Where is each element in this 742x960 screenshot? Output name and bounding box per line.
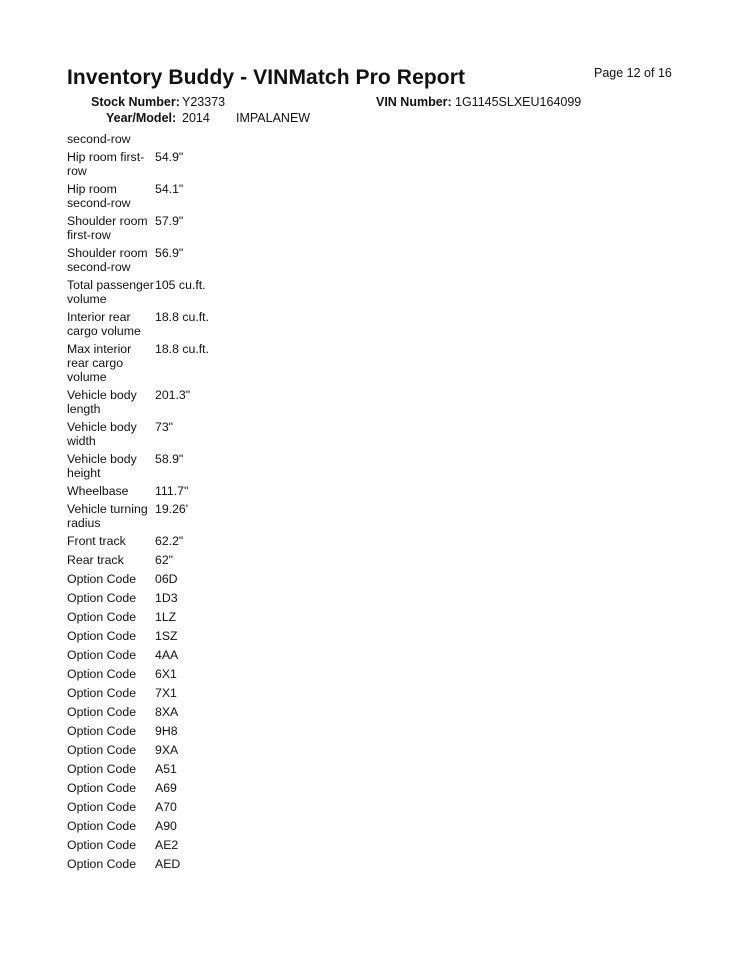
spec-row	[67, 610, 227, 624]
vin-number-label: VIN Number:	[376, 95, 452, 109]
spec-label: Rear track	[67, 553, 124, 567]
spec-label: Front track	[67, 534, 126, 548]
spec-label: Vehicle body height	[67, 452, 137, 480]
page-number: Page 12 of 16	[594, 66, 672, 80]
spec-label: Option Code	[67, 800, 137, 814]
spec-value: 62"	[155, 553, 174, 567]
spec-label: Option Code	[67, 572, 137, 586]
spec-value: A69	[155, 781, 177, 795]
spec-label: Interior rear cargo volume	[67, 310, 141, 338]
spec-row	[67, 150, 227, 178]
spec-row	[67, 278, 227, 306]
vin-number-value: 1G1145SLXEU164099	[455, 95, 582, 109]
spec-label: Vehicle turning radius	[67, 502, 148, 530]
spec-value: 1LZ	[155, 610, 177, 624]
spec-label: Max interior rear cargo volume	[67, 342, 132, 384]
spec-value: AED	[155, 857, 181, 871]
spec-label: Wheelbase	[67, 484, 129, 498]
spec-label: second-row	[67, 132, 131, 146]
spec-value: 06D	[155, 572, 178, 586]
spec-value: 111.7"	[155, 484, 189, 498]
spec-value: 54.1"	[155, 182, 184, 196]
spec-row	[67, 743, 227, 757]
spec-value: 57.9"	[155, 214, 184, 228]
stock-number-value: Y23373	[182, 95, 226, 109]
spec-row	[67, 388, 227, 416]
spec-row	[67, 534, 227, 548]
spec-label: Option Code	[67, 838, 137, 852]
spec-row	[67, 629, 227, 643]
spec-value: 1D3	[155, 591, 178, 605]
spec-row	[67, 452, 227, 480]
spec-value: 19.26'	[155, 502, 189, 516]
spec-value: 9H8	[155, 724, 178, 738]
spec-label: Option Code	[67, 705, 137, 719]
spec-value: 18.8 cu.ft.	[155, 342, 210, 356]
spec-value: A51	[155, 762, 177, 776]
spec-row	[67, 648, 227, 662]
spec-label: Option Code	[67, 743, 137, 757]
spec-label: Hip room second-row	[67, 182, 131, 210]
spec-value: AE2	[155, 838, 179, 852]
spec-label: Option Code	[67, 762, 137, 776]
spec-row	[67, 667, 227, 681]
spec-label: Option Code	[67, 591, 137, 605]
spec-value: 73"	[155, 420, 174, 434]
spec-row	[67, 342, 227, 384]
spec-value: 9XA	[155, 743, 179, 757]
spec-label: Option Code	[67, 857, 137, 871]
spec-value: 7X1	[155, 686, 177, 700]
year-model-label: Year/Model:	[106, 111, 177, 125]
spec-value: 58.9"	[155, 452, 184, 466]
model-value: IMPALANEW	[236, 111, 311, 125]
spec-row	[67, 182, 227, 210]
spec-value: A70	[155, 800, 177, 814]
spec-value	[155, 132, 227, 146]
spec-row	[67, 762, 227, 776]
spec-value: 105 cu.ft.	[155, 278, 206, 292]
spec-label: Vehicle body length	[67, 388, 137, 416]
spec-value: A90	[155, 819, 177, 833]
spec-value: 201.3"	[155, 388, 191, 402]
spec-row	[67, 686, 227, 700]
spec-value: 4AA	[155, 648, 179, 662]
spec-label: Option Code	[67, 724, 137, 738]
spec-value: 8XA	[155, 705, 179, 719]
spec-value: 54.9"	[155, 150, 184, 164]
spec-row	[67, 781, 227, 795]
spec-label: Shoulder room first-row	[67, 214, 148, 242]
spec-row	[67, 572, 227, 586]
spec-value: 1SZ	[155, 629, 178, 643]
spec-label: Option Code	[67, 648, 137, 662]
spec-label: Shoulder room second-row	[67, 246, 148, 274]
spec-row	[67, 484, 227, 498]
spec-row	[67, 420, 227, 448]
spec-row	[67, 819, 227, 833]
spec-row	[67, 214, 227, 242]
spec-label: Option Code	[67, 667, 137, 681]
spec-list	[67, 132, 227, 871]
spec-label: Option Code	[67, 781, 137, 795]
spec-value: 56.9"	[155, 246, 184, 260]
spec-label: Option Code	[67, 686, 137, 700]
spec-row	[67, 502, 227, 530]
spec-label: Total passenger volume	[67, 278, 154, 306]
spec-row	[67, 705, 227, 719]
spec-label: Vehicle body width	[67, 420, 137, 448]
year-value: 2014	[182, 111, 210, 125]
stock-number-label: Stock Number:	[91, 95, 180, 109]
spec-row	[67, 591, 227, 605]
spec-row	[67, 800, 227, 814]
spec-label: Option Code	[67, 629, 137, 643]
spec-row	[67, 246, 227, 274]
spec-value: 18.8 cu.ft.	[155, 310, 210, 324]
spec-label: Hip room first-row	[67, 150, 145, 178]
spec-row	[67, 310, 227, 338]
spec-value: 62.2"	[155, 534, 184, 548]
spec-row	[67, 132, 227, 146]
spec-label: Option Code	[67, 819, 137, 833]
report-title: Inventory Buddy - VINMatch Pro Report	[67, 66, 466, 89]
spec-row	[67, 553, 227, 567]
spec-row	[67, 857, 227, 871]
spec-value: 6X1	[155, 667, 177, 681]
spec-label: Option Code	[67, 610, 137, 624]
spec-row	[67, 838, 227, 852]
spec-row	[67, 724, 227, 738]
